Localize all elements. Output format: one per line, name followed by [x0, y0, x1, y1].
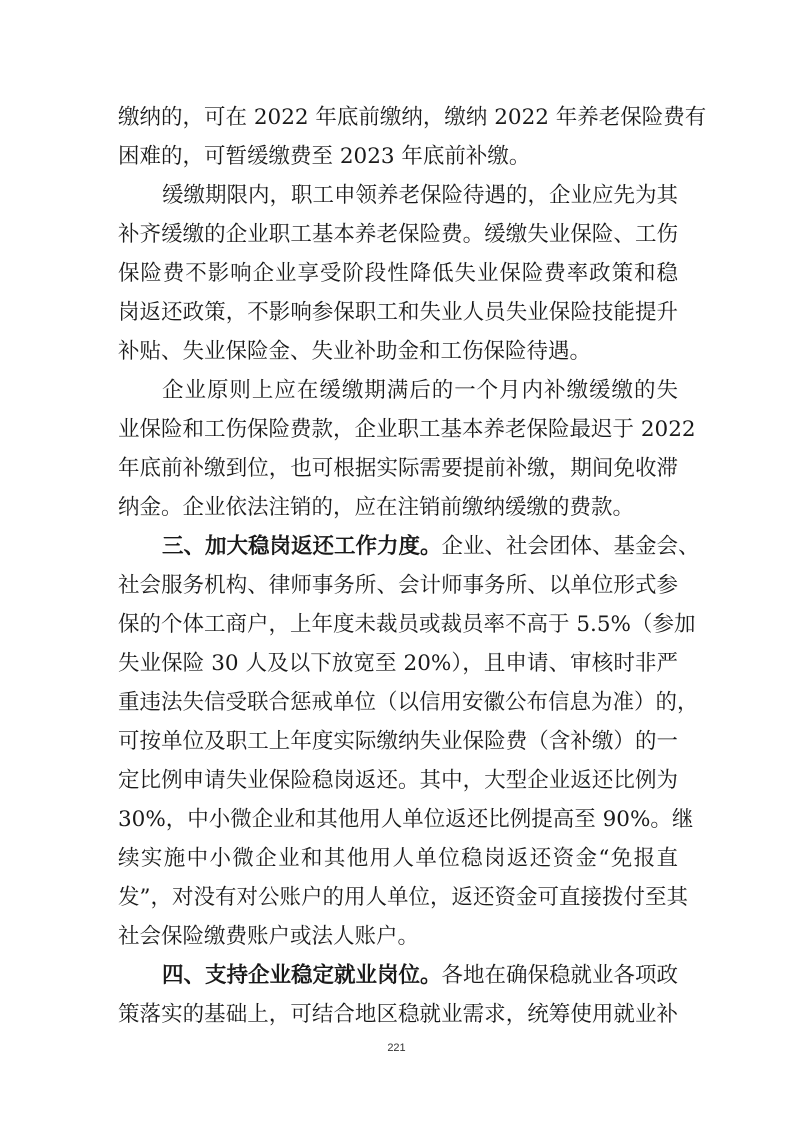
paragraph-line: 保险费不影响企业享受阶段性降低失业保险费率政策和稳	[118, 261, 678, 286]
paragraph-line: 定比例申请失业保险稳岗返还。其中，大型企业返还比例为	[118, 768, 678, 793]
paragraph-line: 缴纳的，可在 2022 年底前缴纳，缴纳 2022 年养老保险费有	[118, 105, 707, 130]
paragraph-line: 岗返还政策，不影响参保职工和失业人员失业保险技能提升	[118, 300, 678, 325]
paragraph-line: 失业保险 30 人及以下放宽至 20%），且申请、审核时非严	[118, 651, 678, 676]
paragraph-line: 困难的，可暂缓缴费至 2023 年底前补缴。	[118, 144, 531, 169]
paragraph-line: 可按单位及职工上年度实际缴纳失业保险费（含补缴）的一	[118, 729, 678, 754]
paragraph-line: 年底前补缴到位，也可根据实际需要提前补缴，期间免收滞	[118, 456, 678, 481]
paragraph-line: 策落实的基础上，可结合地区稳就业需求，统筹使用就业补	[118, 1002, 678, 1027]
section-heading: 三、加大稳岗返还工作力度。	[162, 534, 442, 559]
paragraph-line: 纳金。企业依法注销的，应在注销前缴纳缓缴的费款。	[118, 495, 635, 520]
paragraph-line: 补齐缓缴的企业职工基本养老保险费。缓缴失业保险、工伤	[118, 222, 678, 247]
paragraph-line: 重违法失信受联合惩戒单位（以信用安徽公布信息为准）的，	[118, 690, 699, 715]
paragraph-line: 社会服务机构、律师事务所、会计师事务所、以单位形式参	[118, 573, 678, 598]
section-heading: 四、支持企业稳定就业岗位。	[162, 963, 442, 988]
paragraph-line: 补贴、失业保险金、失业补助金和工伤保险待遇。	[118, 339, 592, 364]
page-number: 221	[387, 1042, 406, 1054]
paragraph-line: 发”，对没有对公账户的用人单位，返还资金可直接拨付至其	[118, 885, 688, 910]
paragraph-line: 业保险和工伤保险费款，企业职工基本养老保险最迟于 2022	[118, 417, 696, 442]
paragraph-line: 社会保险缴费账户或法人账户。	[118, 924, 420, 949]
paragraph-line: 保的个体工商户，上年度未裁员或裁员率不高于 5.5%（参加	[118, 612, 696, 637]
paragraph-line: 续实施中小微企业和其他用人单位稳岗返还资金“免报直	[118, 846, 678, 871]
paragraph-line: 30%，中小微企业和其他用人单位返还比例提高至 90%。继	[118, 807, 694, 832]
section-heading-line: 三、加大稳岗返还工作力度。企业、社会团体、基金会、	[162, 534, 700, 559]
section-heading-line: 四、支持企业稳定就业岗位。各地在确保稳就业各项政	[162, 963, 679, 988]
paragraph-line: 缓缴期限内，职工申领养老保险待遇的，企业应先为其	[162, 183, 679, 208]
paragraph-line: 企业原则上应在缓缴期满后的一个月内补缴缓缴的失	[162, 378, 678, 403]
